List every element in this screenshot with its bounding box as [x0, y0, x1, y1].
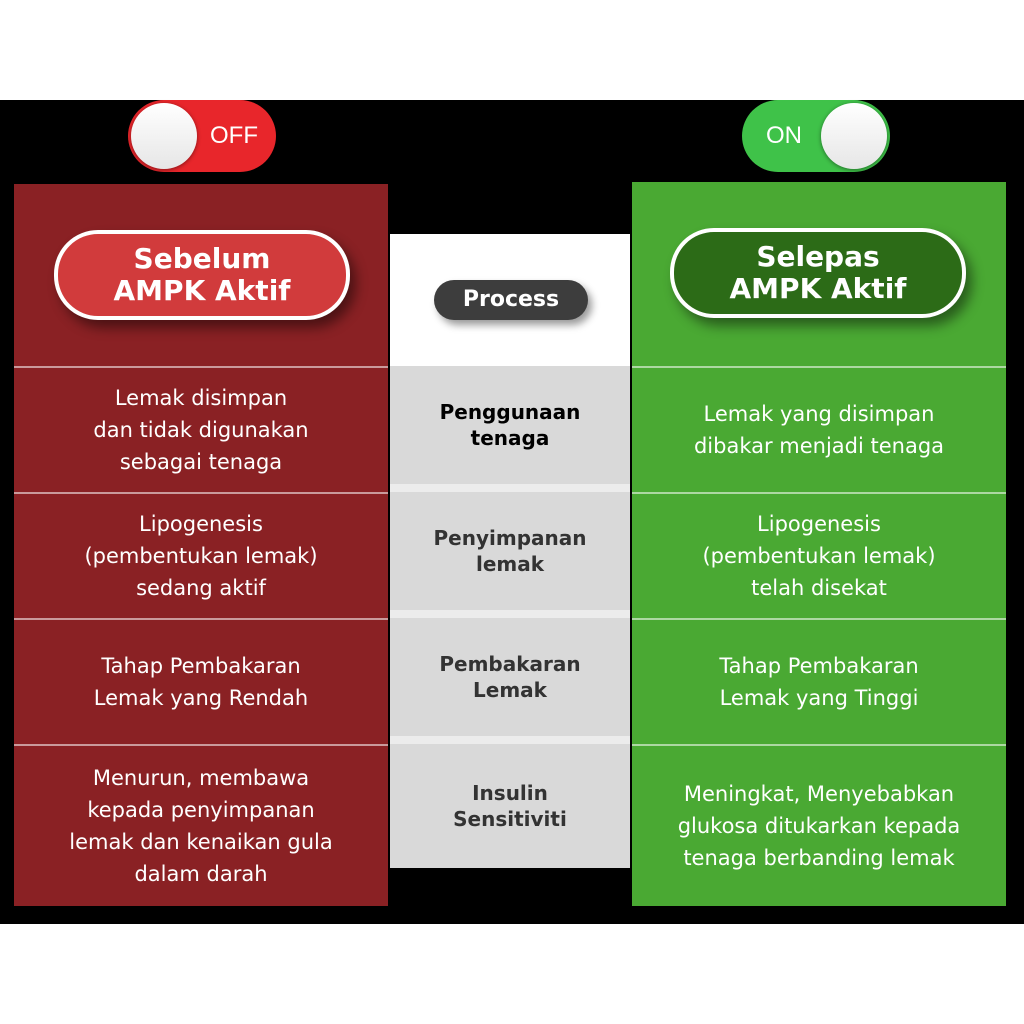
cell-line: Tahap Pembakaran: [719, 654, 919, 678]
cell-line: Lipogenesis: [139, 512, 263, 536]
cell-line: Penggunaan: [439, 400, 581, 424]
after-row-insulin: [632, 744, 1006, 906]
cell-line: Penyimpanan: [433, 526, 587, 550]
before-heading-line-1: Sebelum: [133, 242, 271, 275]
before-column: [14, 184, 388, 906]
cell-line: dibakar menjadi tenaga: [693, 434, 945, 458]
before-row-energy-use: [14, 366, 388, 492]
process-row-fat-storage: [390, 484, 630, 610]
process-heading-badge: Process: [434, 280, 588, 320]
after-heading-line-1: Selepas: [756, 240, 880, 273]
after-row-fat-burning: [632, 618, 1006, 744]
process-row-energy-use: [390, 366, 630, 484]
cell-line: telah disekat: [751, 576, 887, 600]
cell-line: Lipogenesis: [757, 512, 881, 536]
on-label: ON: [766, 122, 802, 149]
off-toggle-switch[interactable]: [128, 100, 276, 172]
on-toggle-switch[interactable]: [742, 100, 890, 172]
cell-line: dan tidak digunakan: [93, 418, 309, 442]
before-row-fat-burning: [14, 618, 388, 744]
cell-line: kepada penyimpanan: [87, 798, 315, 822]
cell-line: tenaga: [470, 426, 550, 450]
cell-line: lemak dan kenaikan gula: [69, 830, 333, 854]
cell-line: Pembakaran: [439, 652, 581, 676]
cell-line: sebagai tenaga: [119, 450, 283, 474]
cell-line: sedang aktif: [136, 576, 266, 600]
cell-line: (pembentukan lemak): [702, 544, 936, 568]
process-column: [390, 234, 630, 868]
cell-line: tenaga berbanding lemak: [683, 846, 955, 870]
before-row-fat-storage: [14, 492, 388, 618]
process-row-fat-burning: [390, 610, 630, 736]
cell-line: Lemak yang Rendah: [93, 686, 309, 710]
before-row-insulin: [14, 744, 388, 906]
after-column: [632, 182, 1006, 906]
cell-line: dalam darah: [134, 862, 268, 886]
off-label: OFF: [210, 122, 258, 149]
cell-line: Lemak: [473, 678, 547, 702]
toggle-knob: [131, 103, 197, 169]
after-header-area: [632, 182, 1006, 366]
cell-line: Lemak yang Tinggi: [719, 686, 919, 710]
before-heading-badge: [54, 230, 350, 320]
cell-line: (pembentukan lemak): [84, 544, 318, 568]
cell-line: glukosa ditukarkan kepada: [677, 814, 961, 838]
toggle-knob: [821, 103, 887, 169]
after-row-fat-storage: [632, 492, 1006, 618]
cell-line: Lemak disimpan: [114, 386, 288, 410]
cell-line: lemak: [475, 552, 545, 576]
cell-line: Meningkat, Menyebabkan: [683, 782, 955, 806]
cell-line: Insulin: [472, 781, 548, 805]
after-row-energy-use: [632, 366, 1006, 492]
process-header-area: [390, 234, 630, 366]
process-row-insulin: [390, 736, 630, 868]
cell-line: Menurun, membawa: [92, 766, 310, 790]
cell-line: Tahap Pembakaran: [101, 654, 301, 678]
after-heading-badge: [670, 228, 966, 318]
after-heading-line-2: AMPK Aktif: [729, 272, 907, 305]
cell-line: Sensitiviti: [453, 807, 567, 831]
before-heading-line-2: AMPK Aktif: [113, 274, 291, 307]
before-header-area: [14, 184, 388, 366]
cell-line: Lemak yang disimpan: [703, 402, 935, 426]
